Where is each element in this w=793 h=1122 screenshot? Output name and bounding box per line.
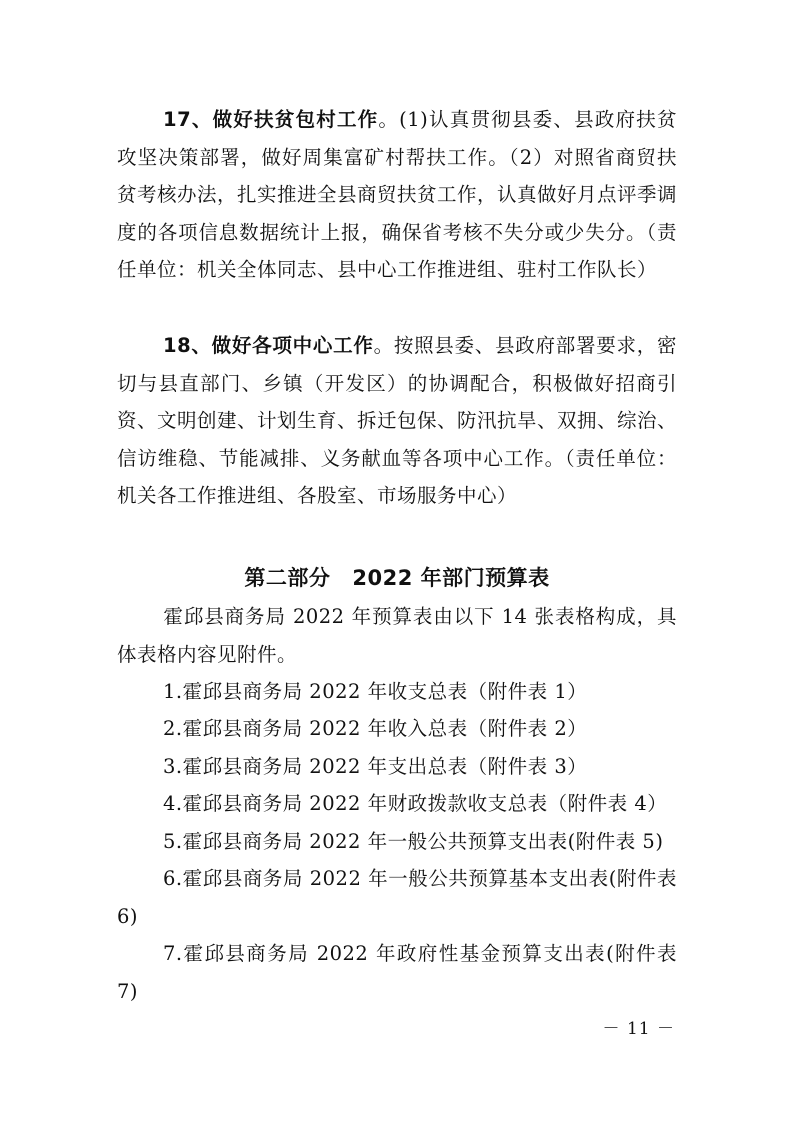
list-item: 3.霍邱县商务局 2022 年支出总表（附件表 3） [163,755,588,778]
section-17-title: 17、做好扶贫包村工作 [163,108,379,131]
section-18-body: 。按照县委、县政府部署要求，密切与县直部门、乡镇（开发区）的协调配合，积极做好招商引资、文明创建、计划生育、拆迁包保、防汛抗旱、双拥、综治、信访维稳、节能减排、义务献血等各项中心工作。（责任单位：机关各工作推进组、各股室、市场服务中心） [117,334,678,507]
section-18-paragraph [117,327,677,515]
section-18-title: 18、做好各项中心工作 [163,334,374,357]
list-item: 6.霍邱县商务局 2022 年一般公共预算基本支出表(附件表 6) [117,867,677,928]
part-two-heading [117,563,677,593]
list-item: 1.霍邱县商务局 2022 年收支总表（附件表 1） [163,680,588,703]
part-two-heading-left: 第二部分 [244,566,331,590]
list-item: 5.霍邱县商务局 2022 年一般公共预算支出表(附件表 5) [163,830,664,853]
page-number: － 11 － [602,1019,675,1039]
section-17-paragraph [117,101,677,289]
list-item: 7.霍邱县商务局 2022 年政府性基金预算支出表(附件表 7) [117,942,677,1003]
part-two-heading-right: 2022 年部门预算表 [352,566,550,590]
part-two-intro: 霍邱县商务局 2022 年预算表由以下 14 张表格构成，具体表格内容见附件。 [117,605,677,666]
list-item: 4.霍邱县商务局 2022 年财政拨款收支总表（附件表 4） [163,792,668,815]
section-17-body: 。(1)认真贯彻县委、县政府扶贫攻坚决策部署，做好周集富矿村帮扶工作。（2）对照省商贸扶贫考核办法，扎实推进全县商贸扶贫工作，认真做好月点评季调度的各项信息数据统计上报，确保省考核不失分或少失分。（责任单位：机关全体同志、县中心工作推进组、驻村工作队长） [117,108,678,281]
list-item: 2.霍邱县商务局 2022 年收入总表（附件表 2） [163,717,588,740]
